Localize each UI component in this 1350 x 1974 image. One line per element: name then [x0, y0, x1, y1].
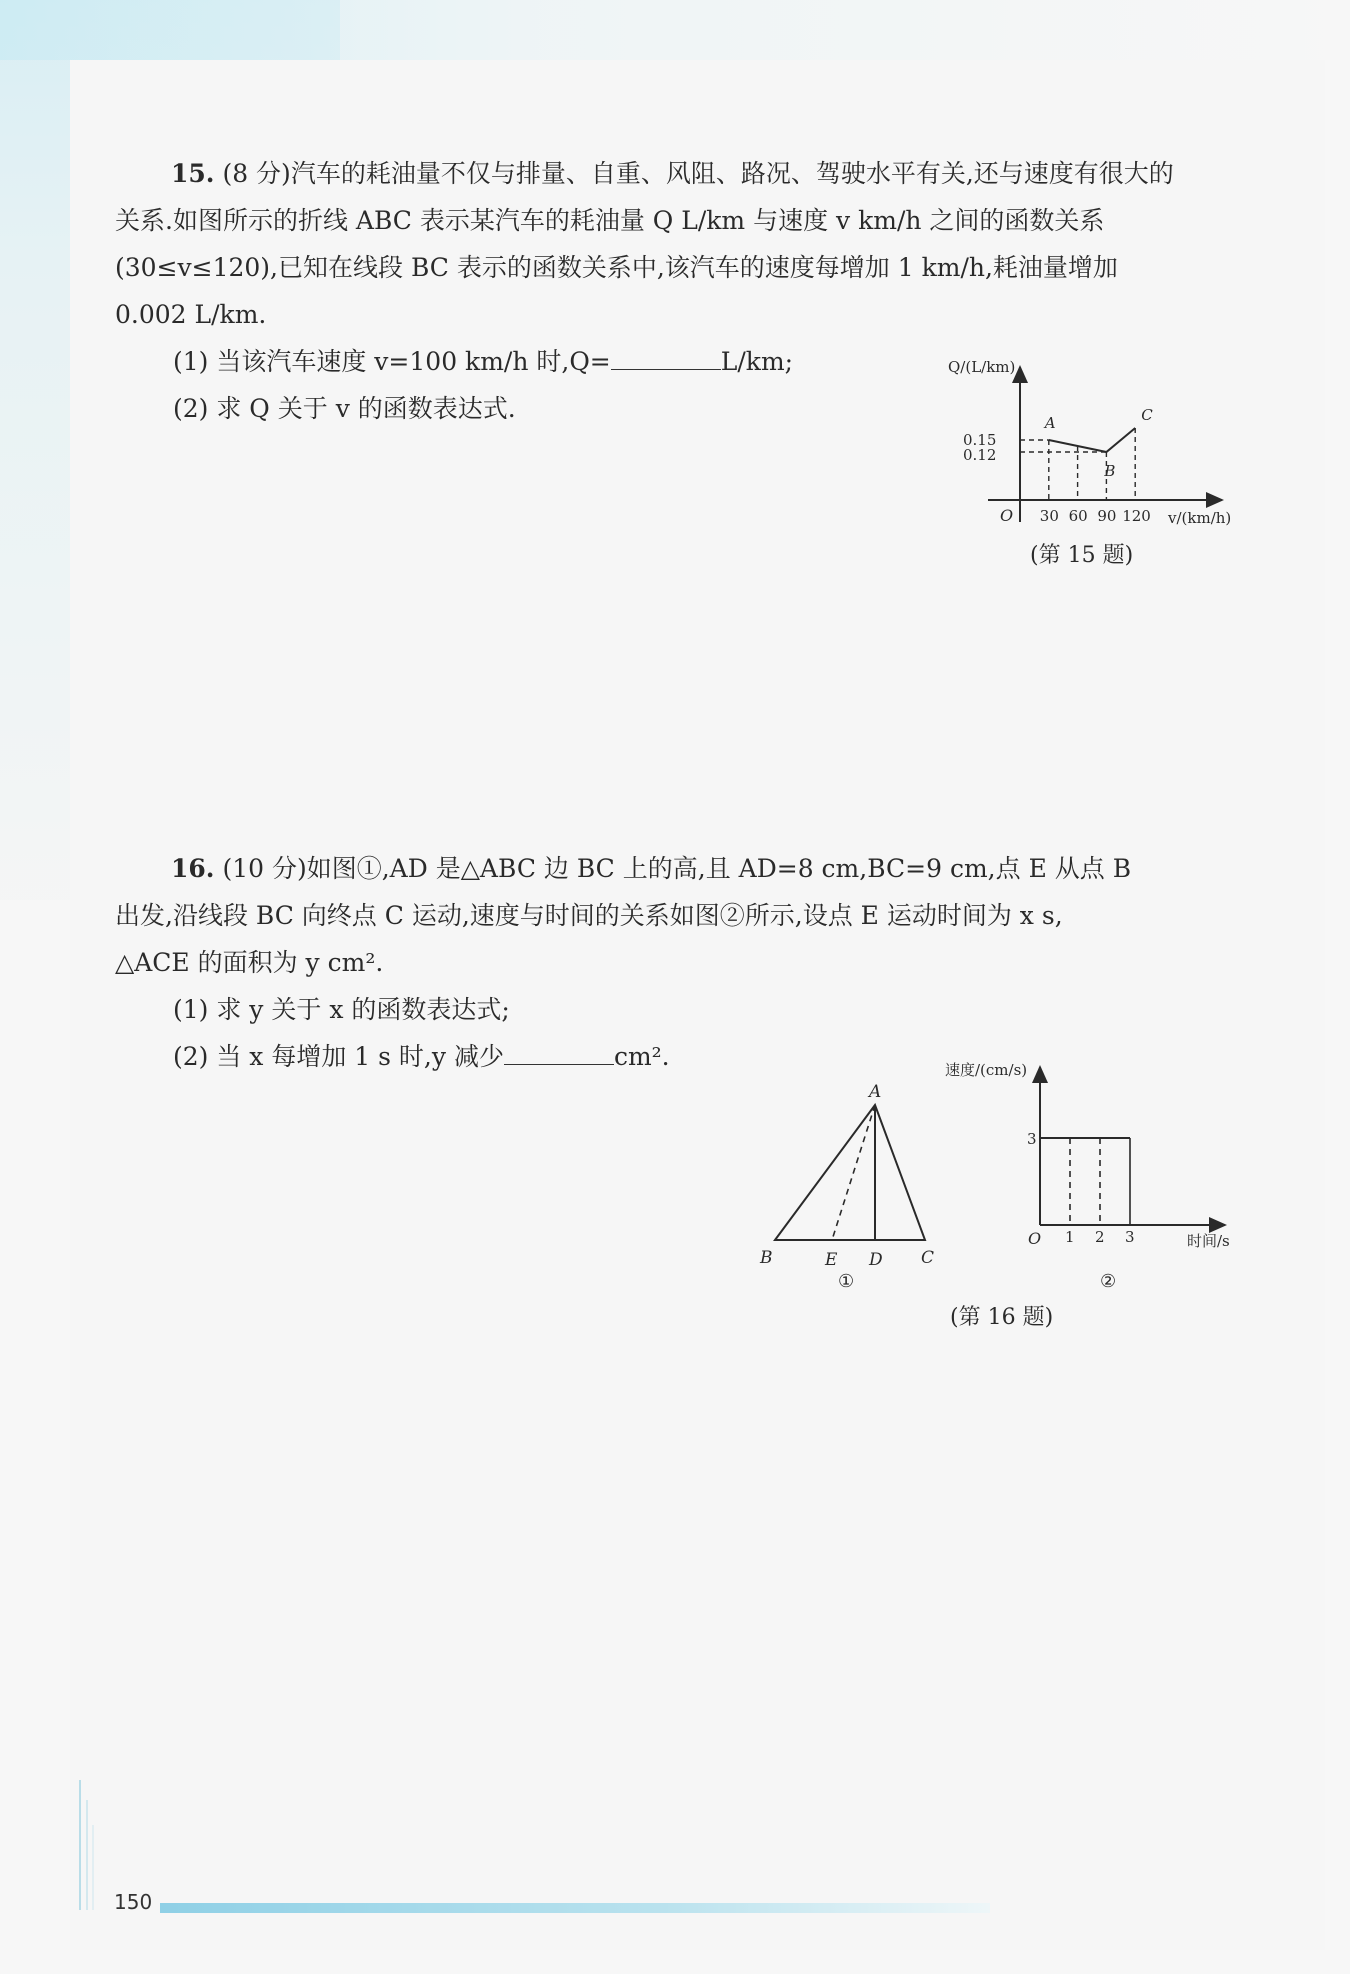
problem-16-question-1: (1) 求 y 关于 x 的函数表达式;	[173, 995, 510, 1024]
footer-bar	[160, 1903, 990, 1913]
problem-16-number: 16.	[171, 854, 215, 883]
y-tick-label: 3	[1027, 1130, 1037, 1148]
vertex-a-label: A	[869, 1082, 882, 1102]
problem-16-stem-line-2: 出发,沿线段 BC 向终点 C 运动,速度与时间的关系如图②所示,设点 E 运动时间为 x s,	[115, 901, 1063, 930]
x-tick-label: 60	[1068, 507, 1088, 525]
problem-16-chart	[935, 1055, 1255, 1295]
problem-16-points: (10 分)	[222, 854, 307, 883]
x-tick-label: 30	[1039, 507, 1059, 525]
x-tick-label: 3	[1125, 1228, 1135, 1246]
point-A-label: A	[1044, 414, 1056, 432]
x-axis-label: 时间/s	[1187, 1232, 1230, 1250]
problem-16-triangle-figure	[755, 1075, 955, 1290]
problem-15-stem-line-4: 0.002 L/km.	[115, 300, 267, 329]
y-axis-label: 速度/(cm/s)	[945, 1061, 1028, 1079]
problem-15-number: 15.	[171, 159, 215, 188]
vertex-b-label: B	[760, 1248, 773, 1268]
problem-16-chart-svg	[935, 1055, 1255, 1295]
origin-label: O	[1000, 506, 1014, 525]
problem-16	[115, 845, 1245, 1080]
problem-15-chart	[930, 355, 1260, 530]
segment-ae	[832, 1105, 875, 1240]
problem-16-caption: (第 16 题)	[950, 1305, 1054, 1330]
origin-label: O	[1028, 1229, 1042, 1248]
problem-15-points: (8 分)	[222, 159, 291, 188]
problem-15-q1-suffix: L/km;	[720, 347, 794, 376]
problem-15-stem-line-1	[115, 150, 1245, 197]
series-abc-line	[1049, 428, 1135, 452]
problem-16-stem-line-3: △ACE 的面积为 y cm².	[115, 948, 384, 977]
y-axis-label: Q/(L/km)	[948, 358, 1016, 376]
x-tick-label: 1	[1065, 1228, 1075, 1246]
problem-15-stem-line-3: (30≤v≤120),已知在线段 BC 表示的函数关系中,该汽车的速度每增加 1 km/h,耗油量增加	[115, 253, 1118, 282]
y-tick-label: 0.15	[963, 431, 997, 449]
problem-16-stem-1: 如图①,AD 是△ABC 边 BC 上的高,且 AD=8 cm,BC=9 cm,点 E 从点 B	[306, 854, 1132, 883]
page-number: 150	[114, 1890, 153, 1914]
triangle-abc	[775, 1105, 925, 1240]
triangle-svg	[755, 1075, 955, 1290]
problem-15-q1-blank[interactable]	[611, 339, 721, 370]
problem-15-question-2: (2) 求 Q 关于 v 的函数表达式.	[173, 394, 516, 423]
x-axis-label: v/(km/h)	[1168, 509, 1232, 527]
problem-15-chart-svg	[930, 355, 1260, 530]
problem-16-q2-suffix: cm².	[613, 1042, 670, 1071]
vertex-c-label: C	[921, 1248, 935, 1268]
problem-16-q2-prefix: (2) 当 x 每增加 1 s 时,y 减少	[173, 1042, 504, 1071]
x-tick-label: 90	[1097, 507, 1117, 525]
point-d-label: D	[869, 1250, 883, 1270]
problem-15-caption: (第 15 题)	[1030, 543, 1134, 568]
x-tick-label: 2	[1095, 1228, 1105, 1246]
point-e-label: E	[825, 1250, 838, 1270]
margin-lines	[78, 1780, 98, 1910]
problem-15-stem-line-2: 关系.如图所示的折线 ABC 表示某汽车的耗油量 Q L/km 与速度 v km/h 之间的函数关系	[115, 206, 1105, 235]
figure-2-label: ②	[1100, 1271, 1117, 1292]
problem-15-stem-1: 汽车的耗油量不仅与排量、自重、风阻、路况、驾驶水平有关,还与速度有很大的	[290, 159, 1174, 188]
problem-15-q1-prefix: (1) 当该汽车速度 v=100 km/h 时,Q=	[173, 347, 611, 376]
problem-16-q2-blank[interactable]	[504, 1034, 614, 1065]
x-tick-label: 120	[1122, 507, 1151, 525]
problem-16-stem-line-1	[115, 845, 1245, 892]
figure-1-label: ①	[838, 1271, 855, 1290]
point-C-label: C	[1141, 406, 1153, 424]
y-tick-label: 0.12	[963, 446, 997, 464]
point-B-label: B	[1104, 462, 1116, 480]
top-tint	[0, 0, 1350, 60]
